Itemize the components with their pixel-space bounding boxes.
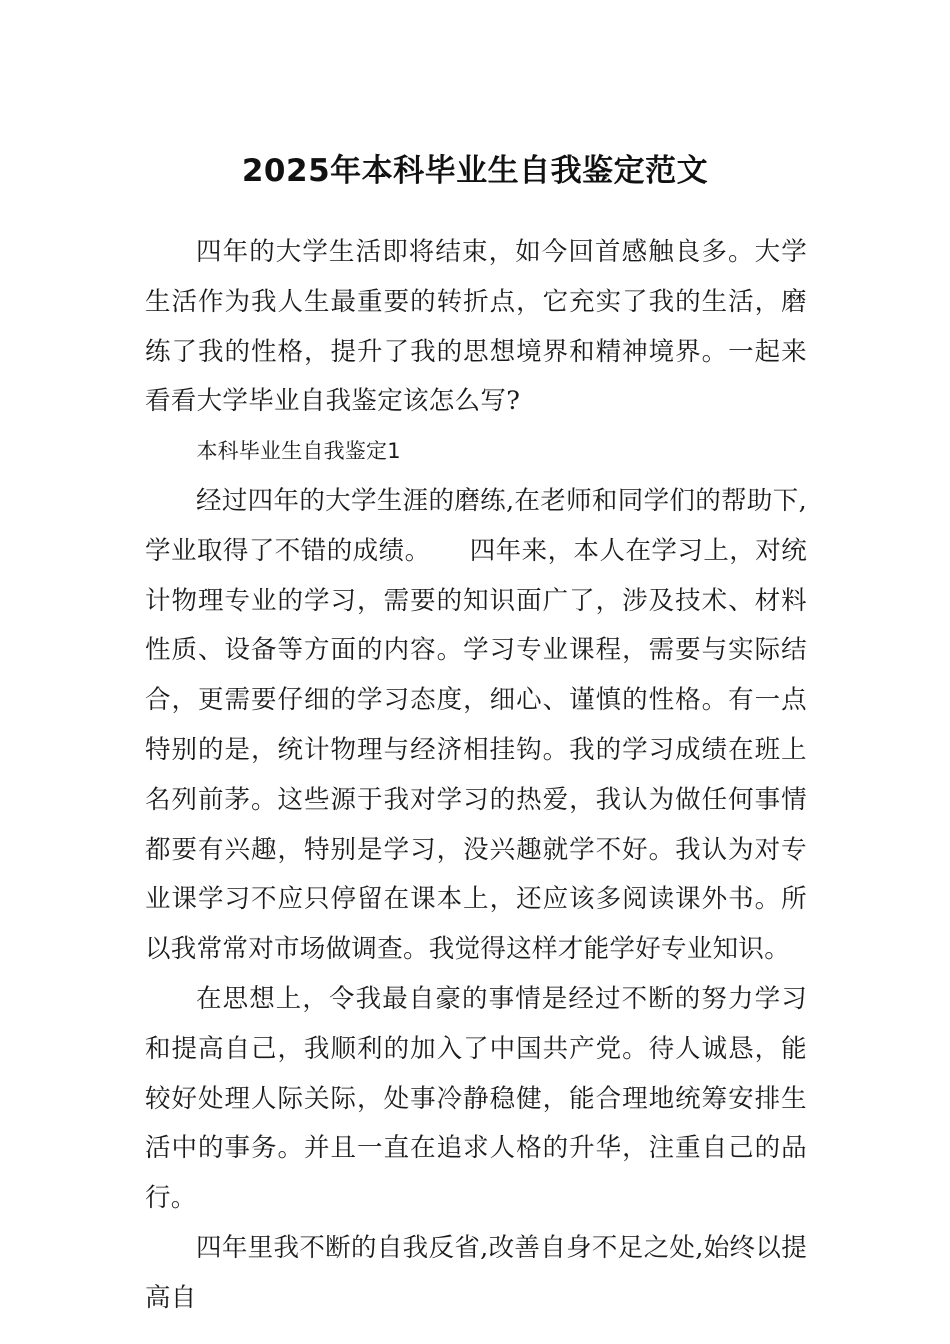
intro-paragraph: 四年的大学生活即将结束，如今回首感触良多。大学生活作为我人生最重要的转折点，它充实了我的生活，磨练了我的性格，提升了我的思想境界和精神境界。一起来看看大学毕业自我鉴定该怎么写? (145, 237, 807, 417)
document-body (145, 228, 807, 1324)
section-heading: 本科毕业生自我鉴定1 (196, 439, 401, 464)
thought-paragraph: 在思想上，令我最自豪的事情是经过不断的努力学习和提高自己，我顺利的加入了中国共产党。待人诚恳，能较好处理人际关际，处事冷静稳健，能合理地统筹安排生活中的事务。并且一直在追求人格的升华，注重自己的品行。 (145, 983, 807, 1214)
study-paragraph: 经过四年的大学生涯的磨练,在老师和同学们的帮助下,学业取得了不错的成绩。 四年来，本人在学习上，对统计物理专业的学习，需要的知识面广了，涉及技术、材料性质、设备等方面的内容。学习专业课程，需要与实际结合，更需要仔细的学习态度，细心、谨慎的性格。有一点特别的是，统计物理与经济相挂钩。我的学习成绩在班上名列前茅。这些源于我对学习的热爱，我认为做任何事情都要有兴趣，特别是学习，没兴趣就学不好。我认为对专业课学习不应只停留在课本上，还应该多阅读课外书。所以我常常对市场做调查。我觉得这样才能学好专业知识。 (145, 485, 807, 965)
document-title: 2025年本科毕业生自我鉴定范文 (241, 152, 709, 189)
reflection-paragraph: 四年里我不断的自我反省,改善自身不足之处,始终以提高自 (145, 1232, 807, 1313)
